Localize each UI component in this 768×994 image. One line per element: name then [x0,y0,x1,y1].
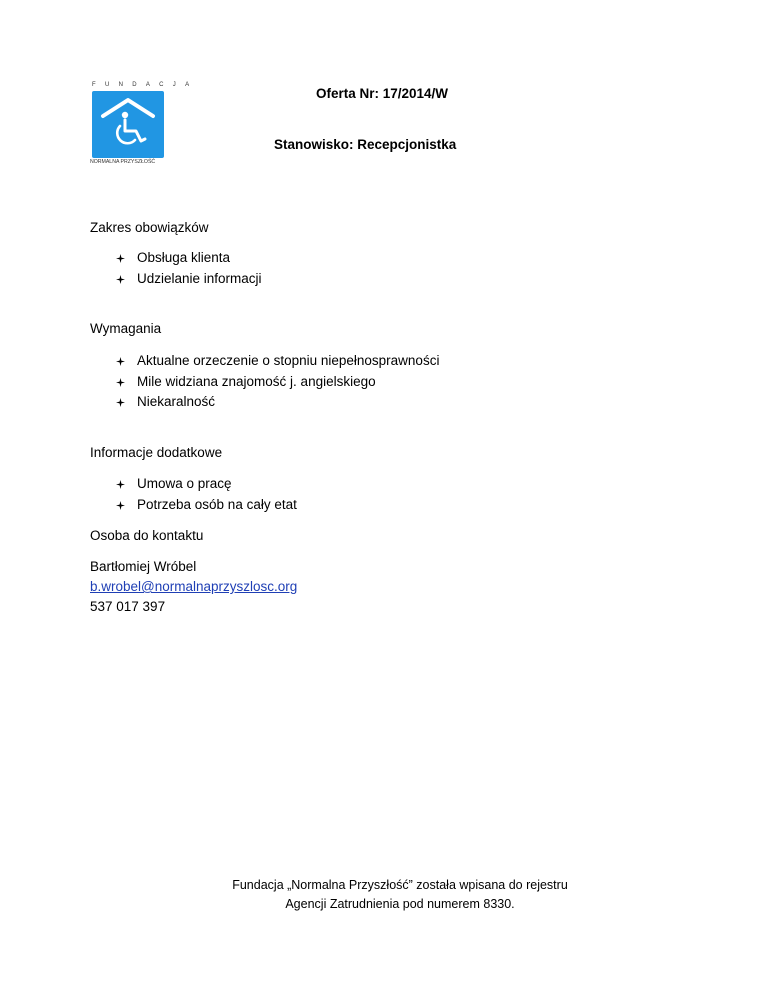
list-item [116,351,439,372]
diamond-bullet-icon [116,275,125,284]
list-item-text: Umowa o pracę [137,476,232,491]
diamond-bullet-icon [116,398,125,407]
logo-top-text: FUNDACJA [92,82,199,88]
list-item [116,269,262,290]
wheelchair-house-icon [92,91,164,158]
requirements-list [116,351,439,413]
diamond-bullet-icon [116,501,125,510]
offer-number: Oferta Nr: 17/2014/W [316,86,449,101]
list-item [116,474,297,495]
duties-list [116,248,262,289]
contact-phone: 537 017 397 [90,599,166,614]
footer-note [170,876,630,914]
logo-bottom-text: NORMALNA PRZYSZŁOŚĆ [90,159,156,165]
contact-heading: Osoba do kontaktu [90,528,204,543]
duties-heading: Zakres obowiązków [90,220,209,235]
footer-line-2: Agencji Zatrudnienia pod numerem 8330. [285,897,515,911]
requirements-heading: Wymagania [90,321,162,336]
list-item [116,248,262,269]
list-item-text: Udzielanie informacji [137,270,262,286]
foundation-logo [90,82,199,166]
diamond-bullet-icon [116,378,125,387]
list-item-text: Mile widziana znajomość j. angielskiego [137,373,376,389]
contact-name: Bartłomiej Wróbel [90,559,197,574]
list-item-text: Niekaralność [137,394,216,409]
footer-line-1: Fundacja „Normalna Przyszłość” została wpisana do rejestru [232,878,568,892]
list-item-text: Potrzeba osób na cały etat [137,496,297,512]
list-item [116,392,439,413]
list-item-text: Aktualne orzeczenie o stopniu niepełnosprawności [137,353,440,368]
diamond-bullet-icon [116,357,125,366]
contact-email-link[interactable]: b.wrobel@normalnaprzyszlosc.org [90,579,298,594]
list-item [116,372,439,393]
additional-info-heading: Informacje dodatkowe [90,445,223,460]
list-item [116,495,297,516]
additional-info-list [116,474,297,515]
diamond-bullet-icon [116,254,125,263]
list-item-text: Obsługa klienta [137,250,231,265]
position-title: Stanowisko: Recepcjonistka [274,137,457,152]
diamond-bullet-icon [116,480,125,489]
